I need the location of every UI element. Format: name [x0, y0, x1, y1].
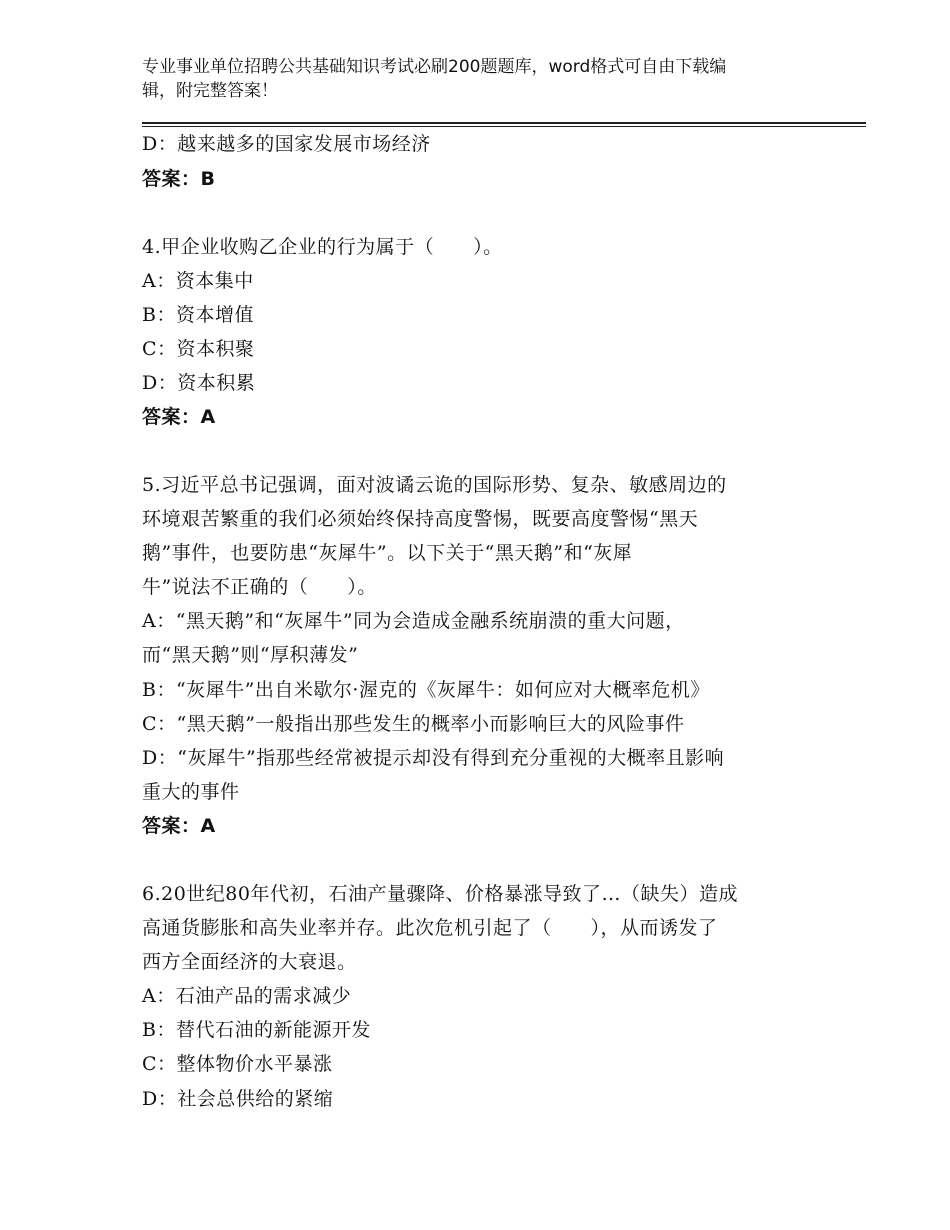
option-line: A：“黑天鹅”和“灰犀牛”同为会造成金融系统崩溃的重大问题， — [142, 610, 685, 632]
option-line: B：替代石油的新能源开发 — [142, 1019, 371, 1041]
answer-line: 答案：A — [142, 406, 216, 428]
question-text-line: 西方全面经济的大衰退。 — [142, 951, 357, 973]
header-line-1: 专业事业单位招聘公共基础知识考试必刷200题题库，word格式可自由下载编 — [142, 57, 727, 77]
question-text-line: 5.习近平总书记强调，面对波谲云诡的国际形势、复杂、敏感周边的 — [142, 474, 727, 496]
question-text-line: 环境艰苦繁重的我们必须始终保持高度警惕，既要高度警惕“黑天 — [142, 508, 699, 530]
question-text-line: 4.甲企业收购乙企业的行为属于（ ）。 — [142, 236, 503, 258]
option-line: D：“灰犀牛”指那些经常被提示却没有得到充分重视的大概率且影响 — [142, 747, 725, 769]
option-line: C：资本积聚 — [142, 338, 255, 360]
question-text-line: 鹅”事件，也要防患“灰犀牛”。以下关于“黑天鹅”和“灰犀 — [142, 542, 633, 564]
answer-line: 答案：B — [142, 168, 216, 190]
question-text-line: 6.20世纪80年代初，石油产量骤降、价格暴涨导致了…（缺失）造成 — [142, 883, 738, 905]
question-text-line: 牛”说法不正确的（ ）。 — [142, 576, 377, 598]
option-line: C：“黑天鹅”一般指出那些发生的概率小而影响巨大的风险事件 — [142, 713, 685, 735]
option-line: B：资本增值 — [142, 304, 254, 326]
answer-line: 答案：A — [142, 815, 216, 837]
option-line: B：“灰犀牛”出自米歇尔·渥克的《灰犀牛：如何应对大概率危机》 — [142, 679, 710, 701]
option-line: D：越来越多的国家发展市场经济 — [142, 133, 431, 155]
option-line: D：社会总供给的紧缩 — [142, 1088, 334, 1110]
option-line: A：石油产品的需求减少 — [142, 985, 352, 1007]
option-line: C：整体物价水平暴涨 — [142, 1053, 333, 1075]
option-line: A：资本集中 — [142, 270, 254, 292]
option-line: 重大的事件 — [142, 781, 240, 803]
option-line: 而“黑天鹅”则“厚积薄发” — [142, 644, 359, 666]
option-line: D：资本积累 — [142, 372, 256, 394]
header-line-2: 辑，附完整答案！ — [142, 81, 278, 101]
question-text-line: 高通货膨胀和高失业率并存。此次危机引起了（ ），从而诱发了 — [142, 917, 718, 939]
document-header — [142, 55, 792, 103]
